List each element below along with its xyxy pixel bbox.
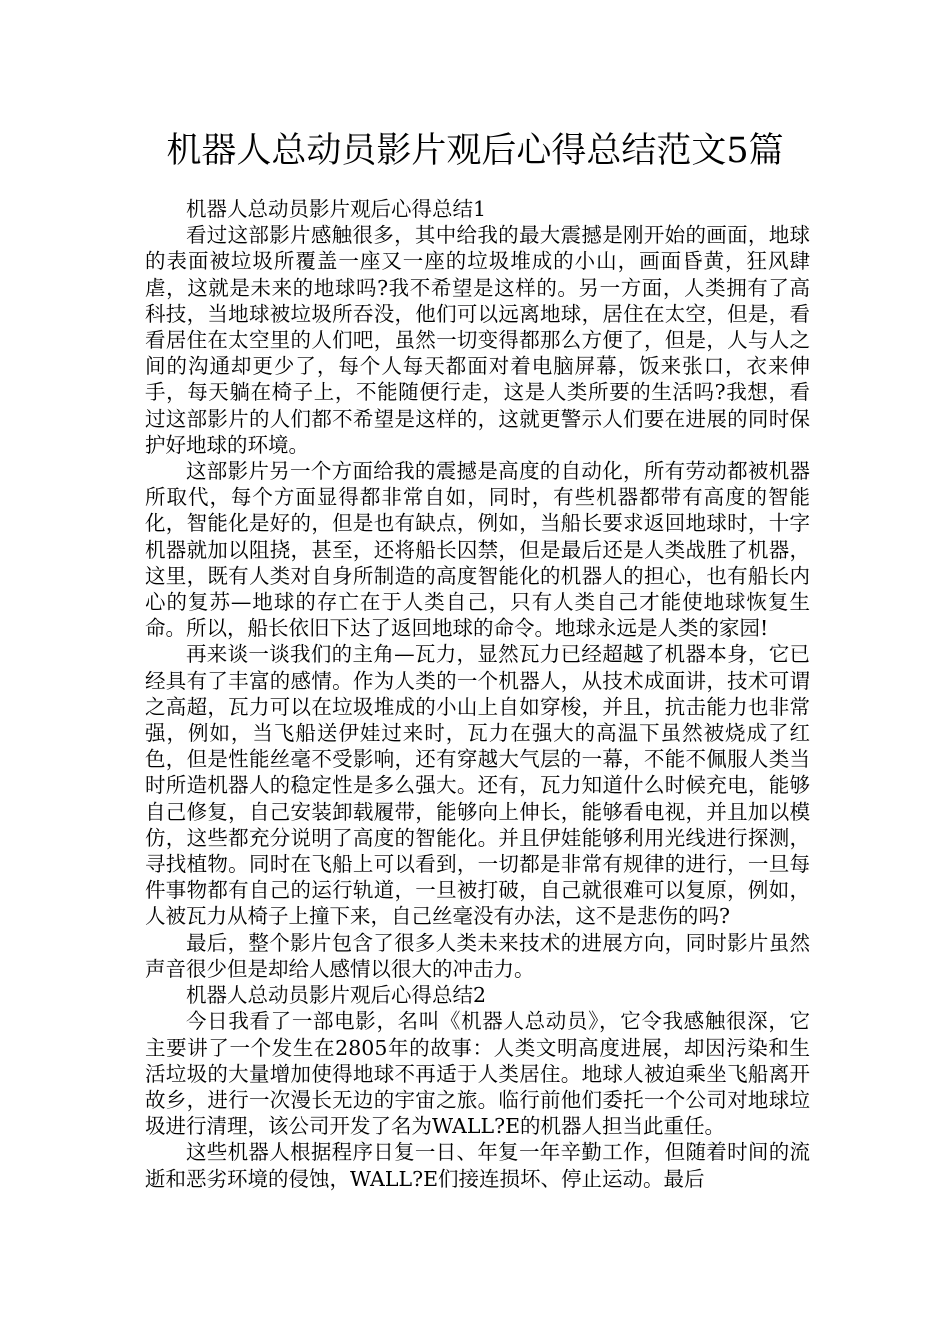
document-body <box>145 196 810 1192</box>
paragraph: 最后，整个影片包含了很多人类未来技术的进展方向，同时影片虽然声音很少但是却给人感情以很大的冲击力。 <box>145 930 810 981</box>
section-heading: 机器人总动员影片观后心得总结2 <box>186 983 487 1008</box>
paragraph: 再来谈一谈我们的主角—瓦力，显然瓦力已经超越了机器本身，它已经具有了丰富的感情。作为人类的一个机器人，从技术成面讲，技术可谓之高超，瓦力可以在垃圾堆成的小山上自如穿梭，并且，抗击能力也非常强，例如，当飞船送伊娃过来时，瓦力在强大的高温下虽然被烧成了红色，但是性能丝毫不受影响，还有穿越大气层的一幕，不能不佩服人类当时所造机器人的稳定性是多么强大。还有，瓦力知道什么时候充电，能够自己修复，自己安装卸载履带，能够向上伸长，能够看电视，并且加以模仿，这些都充分说明了高度的智能化。并且伊娃能够利用光线进行探测，寻找植物。同时在飞船上可以看到，一切都是非常有规律的进行，一旦每件事物都有自己的运行轨道，一旦被打破，自己就很难可以复原，例如，人被瓦力从椅子上撞下来，自己丝毫没有办法，这不是悲伤的吗? <box>145 642 810 929</box>
paragraph: 这些机器人根据程序日复一日、年复一年辛勤工作，但随着时间的流逝和恶劣环境的侵蚀，WALL?E们接连损坏、停止运动。最后 <box>145 1140 810 1191</box>
paragraph: 看过这部影片感触很多，其中给我的最大震撼是刚开始的画面，地球的表面被垃圾所覆盖一座又一座的垃圾堆成的小山，画面昏黄，狂风肆虐，这就是未来的地球吗?我不希望是这样的。另一方面，人类拥有了高科技，当地球被垃圾所吞没，他们可以远离地球，居住在太空，但是，看看居住在太空里的人们吧，虽然一切变得都那么方便了，但是，人与人之间的沟通却更少了，每个人每天都面对着电脑屏幕，饭来张口，衣来伸手，每天躺在椅子上，不能随便行走，这是人类所要的生活吗?我想，看过这部影片的人们都不希望是这样的，这就更警示人们要在进展的同时保护好地球的环境。 <box>145 223 810 457</box>
section-heading: 机器人总动员影片观后心得总结1 <box>186 197 487 221</box>
document-title: 机器人总动员影片观后心得总结范文5篇 <box>166 131 784 171</box>
paragraph: 今日我看了一部电影，名叫《机器人总动员》，它令我感触很深，它主要讲了一个发生在2805年的故事：人类文明高度进展，却因污染和生活垃圾的大量增加使得地球不再适于人类居住。地球人被迫乘坐飞船离开故乡，进行一次漫长无边的宇宙之旅。临行前他们委托一个公司对地球垃圾进行清理，该公司开发了名为WALL?E的机器人担当此重任。 <box>145 1009 810 1139</box>
paragraph: 这部影片另一个方面给我的震撼是高度的自动化，所有劳动都被机器所取代，每个方面显得都非常自如，同时，有些机器都带有高度的智能化，智能化是好的，但是也有缺点，例如，当船长要求返回地球时，十字机器就加以阻挠，甚至，还将船长囚禁，但是最后还是人类战胜了机器，这里，既有人类对自身所制造的高度智能化的机器人的担心，也有船长内心的复苏—地球的存亡在于人类自己，只有人类自己才能使地球恢复生命。所以，船长依旧下达了返回地球的命令。地球永远是人类的家园! <box>145 459 810 641</box>
